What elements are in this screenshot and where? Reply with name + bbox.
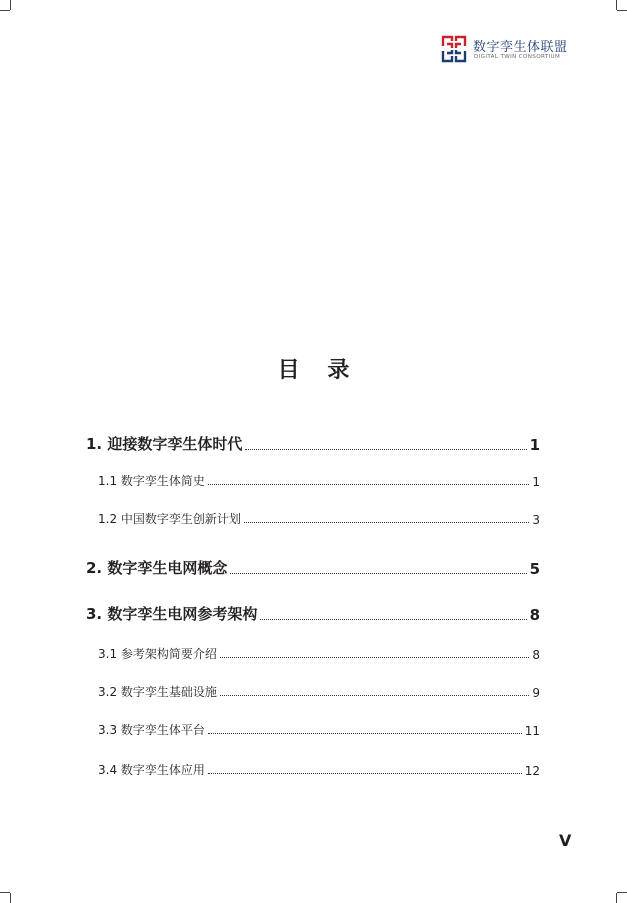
toc-entry-page: 1 bbox=[532, 475, 540, 489]
toc-entry[interactable] bbox=[98, 510, 540, 527]
toc-entry-label: 3.3 数字孪生体平台 bbox=[98, 723, 205, 737]
toc-entry-page: 1 bbox=[529, 436, 540, 454]
toc-leader-dots bbox=[220, 656, 529, 658]
page-number: V bbox=[559, 831, 572, 850]
toc-entry[interactable] bbox=[98, 761, 540, 778]
toc-entry-page: 8 bbox=[532, 648, 540, 662]
crop-mark-top-right bbox=[617, 10, 627, 11]
toc-entry[interactable] bbox=[98, 472, 540, 489]
logo-english-name: DIGITAL TWIN CONSORTIUM bbox=[474, 54, 561, 60]
crop-mark-top-right bbox=[616, 0, 617, 10]
toc-leader-dots bbox=[244, 521, 529, 523]
toc-entry-label: 3.4 数字孪生体应用 bbox=[98, 763, 205, 777]
toc-entry[interactable] bbox=[98, 683, 540, 700]
toc-leader-dots bbox=[208, 483, 529, 485]
toc-leader-dots bbox=[245, 448, 526, 450]
toc-entry-page: 9 bbox=[532, 686, 540, 700]
consortium-logo-icon bbox=[441, 35, 467, 63]
toc-entry-page: 12 bbox=[524, 764, 540, 778]
toc-entry-label: 1.1 数字孪生体简史 bbox=[98, 474, 205, 488]
crop-mark-bottom-left bbox=[10, 893, 11, 903]
toc-entry-page: 8 bbox=[529, 606, 540, 624]
toc-entry[interactable] bbox=[86, 557, 540, 578]
logo-chinese-name: 数字孪生体联盟 bbox=[473, 40, 568, 55]
crop-mark-bottom-right bbox=[617, 892, 627, 893]
toc-entry-label: 1. 迎接数字孪生体时代 bbox=[86, 435, 243, 453]
toc-title: 目 录 bbox=[277, 358, 360, 383]
consortium-logo bbox=[441, 35, 581, 65]
toc-entry-label: 1.2 中国数字孪生创新计划 bbox=[98, 512, 241, 526]
toc-leader-dots bbox=[220, 694, 529, 696]
toc-entry-page: 3 bbox=[532, 513, 540, 527]
toc-leader-dots bbox=[260, 618, 526, 620]
toc-leader-dots bbox=[208, 772, 522, 774]
toc-entry-label: 3. 数字孪生电网参考架构 bbox=[86, 605, 258, 623]
toc-entry-page: 11 bbox=[524, 724, 540, 738]
toc-leader-dots bbox=[230, 572, 526, 574]
toc-leader-dots bbox=[208, 732, 522, 734]
crop-mark-bottom-left bbox=[0, 892, 10, 893]
toc-entry-label: 2. 数字孪生电网概念 bbox=[86, 559, 228, 577]
toc-entry-page: 5 bbox=[529, 560, 540, 578]
toc-entry-label: 3.2 数字孪生基础设施 bbox=[98, 685, 217, 699]
crop-mark-bottom-right bbox=[616, 893, 617, 903]
toc-entry[interactable] bbox=[86, 603, 540, 624]
toc-entry[interactable] bbox=[86, 433, 540, 454]
toc-entry[interactable] bbox=[98, 645, 540, 662]
crop-mark-top-left bbox=[10, 0, 11, 10]
crop-mark-top-left bbox=[0, 10, 10, 11]
toc-entry[interactable] bbox=[98, 721, 540, 738]
toc-entry-label: 3.1 参考架构简要介绍 bbox=[98, 647, 217, 661]
